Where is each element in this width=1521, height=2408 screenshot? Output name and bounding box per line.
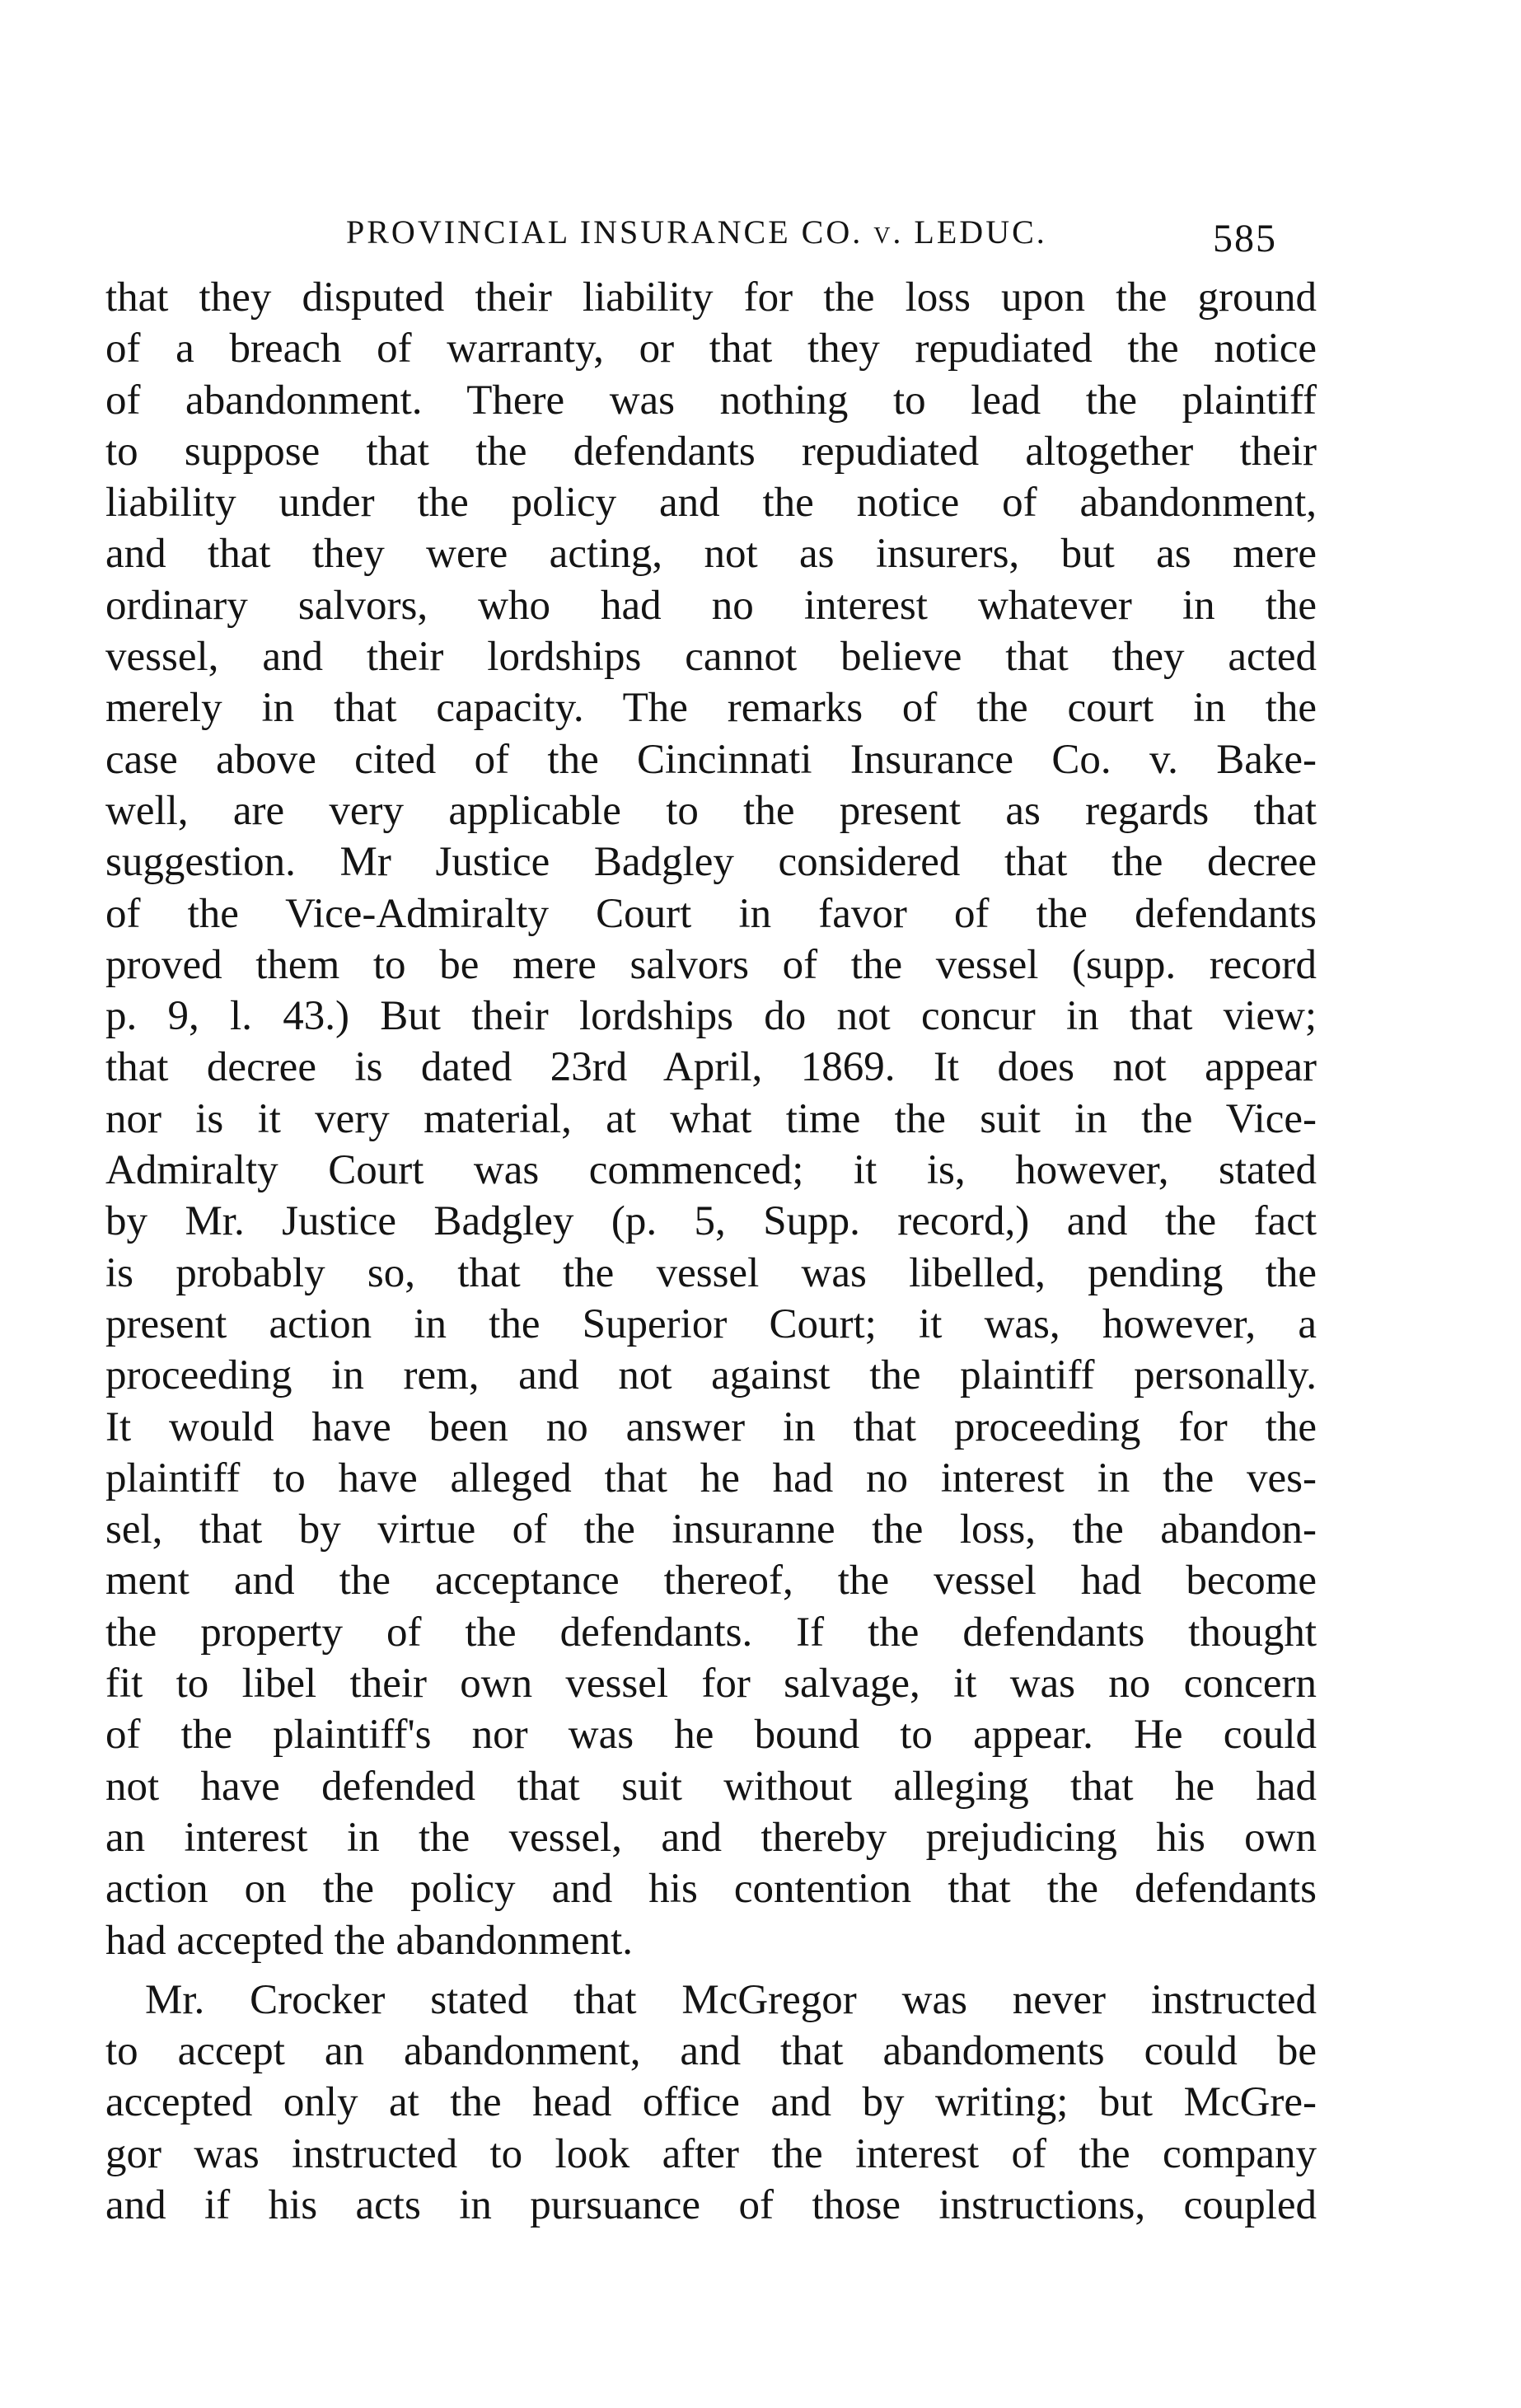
text-line: by Mr. Justice Badgley (p. 5, Supp. record,) and the fact	[105, 1198, 1317, 1245]
text-line: ment and the acceptance thereof, the vessel had become	[105, 1558, 1317, 1605]
text-line: It would have been no answer in that proceeding for the	[105, 1403, 1317, 1450]
text-line: suggestion. Mr Justice Badgley considered that the decree	[105, 839, 1317, 886]
text-line: that they disputed their liability for the loss upon the ground	[105, 274, 1317, 321]
text-line: had accepted the abandonment.	[105, 1917, 634, 1964]
text-line: of abandonment. There was nothing to lead the plaintiff	[105, 377, 1317, 424]
text-line: to suppose that the defendants repudiated altogether their	[105, 428, 1317, 475]
text-line: Admiralty Court was commenced; it is, however, stated	[105, 1147, 1317, 1194]
text-line: fit to libel their own vessel for salvage, it was no concern	[105, 1661, 1317, 1708]
text-line: present action in the Superior Court; it was, however, a	[105, 1300, 1317, 1347]
text-line: p. 9, l. 43.) But their lordships do not concur in that view;	[105, 993, 1317, 1040]
text-line: case above cited of the Cincinnati Insurance Co. v. Bake-	[105, 736, 1317, 783]
text-line: gor was instructed to look after the interest of the company	[105, 2130, 1317, 2177]
text-line: ordinary salvors, who had no interest whatever in the	[105, 582, 1317, 629]
text-line: sel, that by virtue of the insuranne the loss, the abandon-	[105, 1506, 1317, 1553]
text-line: the property of the defendants. If the defendants thought	[105, 1609, 1317, 1656]
text-line: of the plaintiff's nor was he bound to appear. He could	[105, 1712, 1317, 1759]
text-line: to accept an abandonment, and that abandoments could be	[105, 2028, 1317, 2075]
text-line: of the Vice-Admiralty Court in favor of the defendants	[105, 890, 1317, 937]
text-line: and that they were acting, not as insurers, but as mere	[105, 531, 1317, 578]
paragraph-1	[105, 272, 1317, 1966]
running-head: PROVINCIAL INSURANCE CO. v. LEDUC.	[346, 213, 1047, 251]
text-line: proceeding in rem, and not against the plaintiff personally.	[105, 1352, 1317, 1399]
text-line: an interest in the vessel, and thereby prejudicing his own	[105, 1814, 1317, 1861]
text-line: well, are very applicable to the present as regards that	[105, 787, 1317, 834]
text-line: and if his acts in pursuance of those instructions, coupled	[105, 2181, 1317, 2228]
text-line: plaintiff to have alleged that he had no interest in the ves-	[105, 1455, 1317, 1501]
text-line: Mr. Crocker stated that McGregor was never instructed	[145, 1976, 1317, 2023]
text-line: is probably so, that the vessel was libelled, pending the	[105, 1249, 1317, 1296]
text-line: nor is it very material, at what time the suit in the Vice-	[105, 1095, 1317, 1142]
page-number: 585	[1213, 217, 1277, 260]
body-text	[105, 272, 1317, 2231]
text-line: not have defended that suit without alleging that he had	[105, 1763, 1317, 1810]
text-line: liability under the policy and the notice of abandonment,	[105, 480, 1317, 527]
text-line: that decree is dated 23rd April, 1869. It does not appear	[105, 1044, 1317, 1091]
text-line: of a breach of warranty, or that they repudiated the notice	[105, 326, 1317, 372]
paragraph-2	[105, 1975, 1317, 2231]
text-line: action on the policy and his contention that the defendants	[105, 1866, 1317, 1913]
text-line: accepted only at the head office and by writing; but McGre-	[105, 2079, 1317, 2126]
text-line: vessel, and their lordships cannot believe that they acted	[105, 634, 1317, 681]
text-line: proved them to be mere salvors of the vessel (supp. record	[105, 941, 1317, 988]
text-line: merely in that capacity. The remarks of the court in the	[105, 685, 1317, 732]
